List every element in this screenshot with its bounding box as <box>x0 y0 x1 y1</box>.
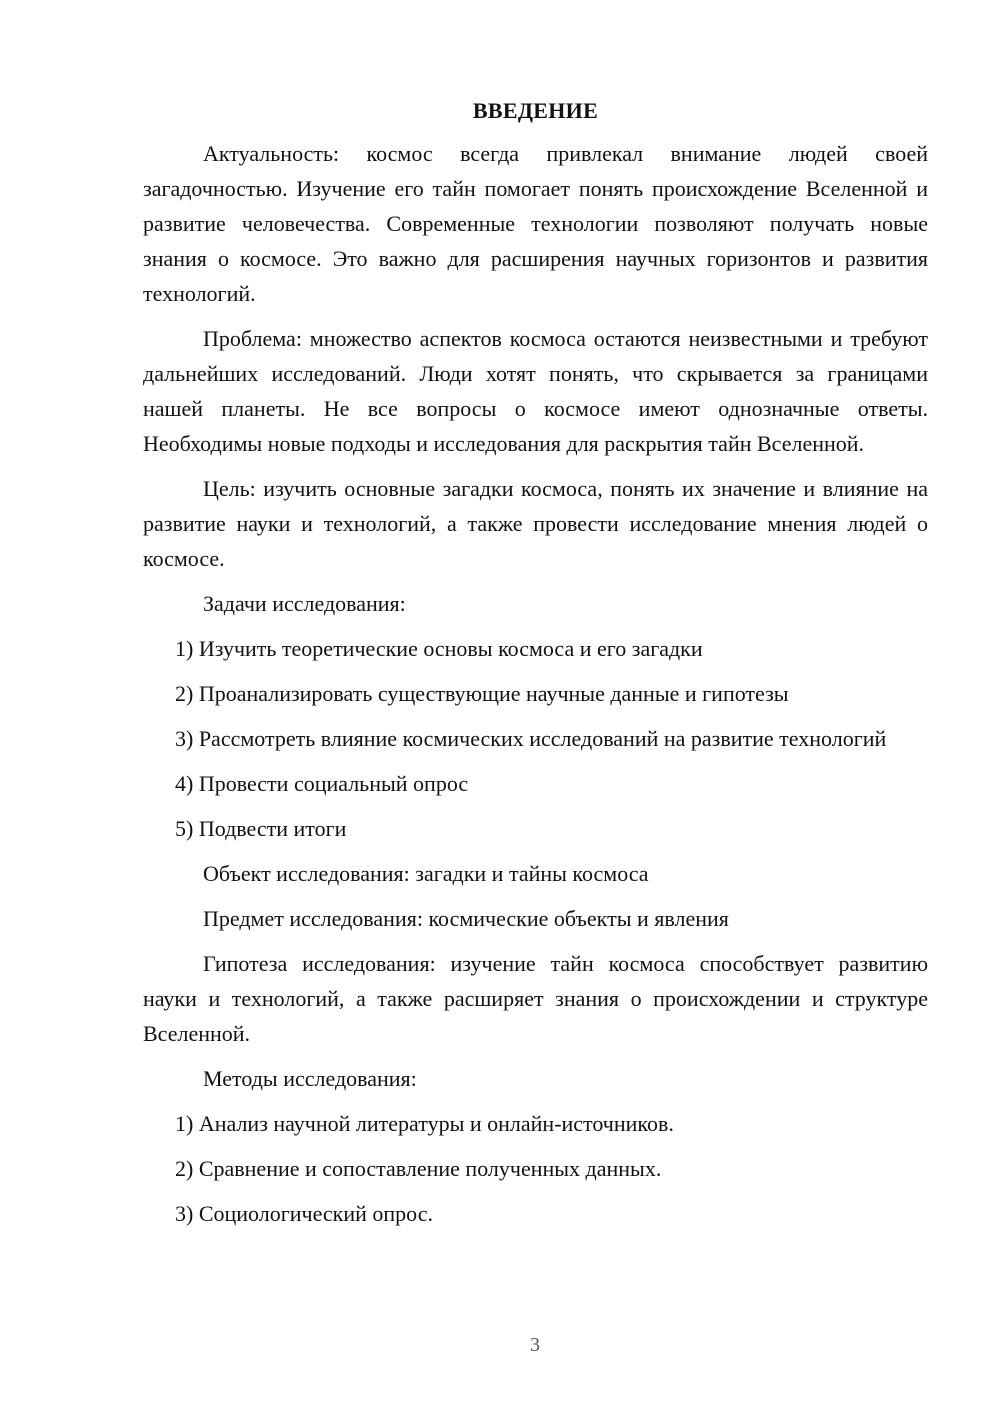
methods-heading: Методы исследования: <box>203 1066 417 1091</box>
hypothesis-paragraph: Гипотеза исследования: изучение тайн космоса способствует развитию науки и технологий, а также расширяет знания о происхождении и структуре Вселенной. <box>143 951 928 1046</box>
relevance-paragraph: Актуальность: космос всегда привлекал внимание людей своей загадочностью. Изучение его тайн помогает понять происхождение Вселенной и развитие человечества. Современные технологии позволяют получать новые знания о космосе. Это важно для расширения научных горизонтов и развития технологий. <box>143 141 928 306</box>
page-content <box>143 96 928 1241</box>
task-item: 3) Рассмотреть влияние космических исследований на развитие технологий <box>175 726 887 751</box>
object-line: Объект исследования: загадки и тайны космоса <box>203 861 649 886</box>
method-item: 2) Сравнение и сопоставление полученных данных. <box>175 1156 662 1181</box>
page-number: 3 <box>530 1334 540 1356</box>
page-title: ВВЕДЕНИЕ <box>472 98 599 123</box>
method-item: 3) Социологический опрос. <box>175 1201 433 1226</box>
subject-line: Предмет исследования: космические объекты и явления <box>203 906 729 931</box>
task-item: 5) Подвести итоги <box>175 816 347 841</box>
task-item: 1) Изучить теоретические основы космоса и его загадки <box>175 636 703 661</box>
method-item: 1) Анализ научной литературы и онлайн-источников. <box>175 1111 674 1136</box>
problem-paragraph: Проблема: множество аспектов космоса остаются неизвестными и требуют дальнейших исследований. Люди хотят понять, что скрывается за границами нашей планеты. Не все вопросы о космосе имеют однозначные ответы. Необходимы новые подходы и исследования для раскрытия тайн Вселенной. <box>143 326 928 456</box>
tasks-heading: Задачи исследования: <box>203 591 406 616</box>
task-item: 2) Проанализировать существующие научные данные и гипотезы <box>175 681 789 706</box>
goal-paragraph: Цель: изучить основные загадки космоса, понять их значение и влияние на развитие науки и технологий, а также провести исследование мнения людей о космосе. <box>143 476 928 571</box>
task-item: 4) Провести социальный опрос <box>175 771 469 796</box>
